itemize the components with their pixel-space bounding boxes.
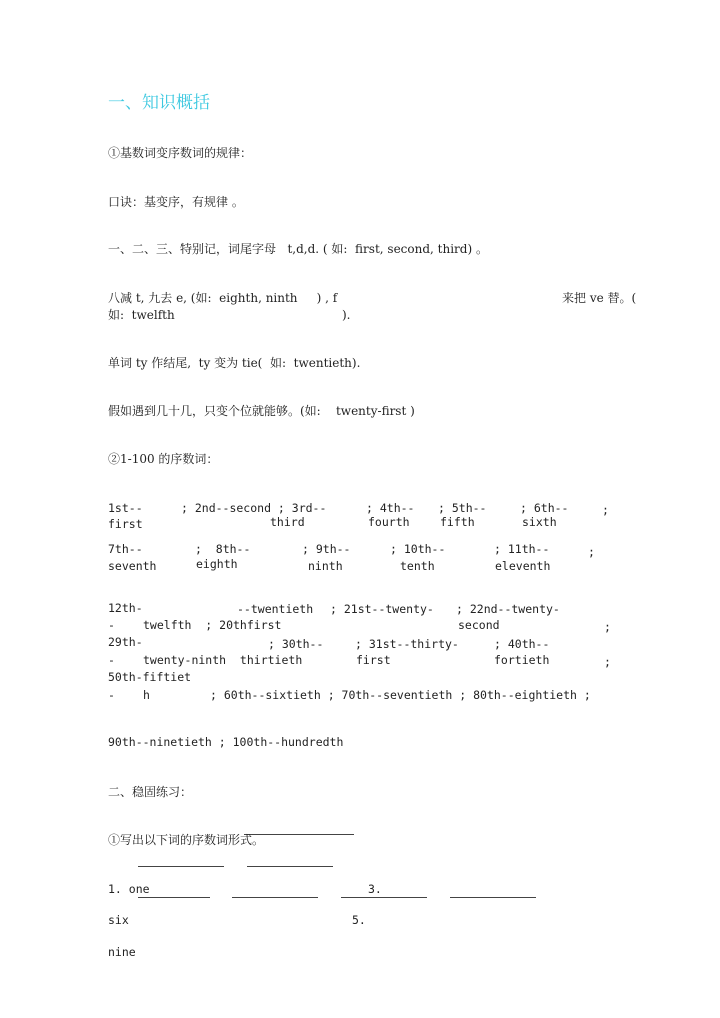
rule-eight-nine-line2: 如: twelfth [108, 308, 175, 322]
ordinal-twelfth-20th: twelfth ; 20thfirst [143, 618, 282, 632]
ordinal-fortieth: fortieth [494, 653, 550, 667]
ordinal-fourth: fourth [368, 515, 410, 529]
ordinal-second: second [458, 618, 500, 632]
ordinal-50th: 50th-fiftiet [108, 670, 192, 684]
ordinal-10th: ; 10th-- [390, 542, 446, 556]
ordinal-2nd-3rd: ; 2nd--second ; 3rd-- [181, 501, 327, 515]
ordinal-5th: ; 5th-- [438, 501, 487, 515]
ordinal-22nd: ; 22nd--twenty- [456, 602, 560, 616]
exercise-item-one: 1. one [108, 882, 150, 896]
rule-compound: 假如遇到几十几，只变个位就能够。(如: twenty-first ) [108, 404, 415, 418]
ordinal-1st: 1st-- [108, 501, 143, 515]
ordinal-eighth: eighth [196, 557, 238, 571]
ordinal-6th: ; 6th-- [520, 501, 569, 515]
ordinal-30th: ; 30th-- [268, 637, 324, 651]
rule-eight-nine-line1: 八减 t, 九去 e, (如: eighth, ninth ) , f [108, 291, 338, 305]
exercise-item-five: 5. [352, 913, 366, 927]
ordinal-fifth: fifth [440, 515, 475, 529]
mnemonic: 口诀：基变序，有规律 。 [108, 195, 244, 209]
ordinal-4th: ; 4th-- [366, 501, 415, 515]
answer-blank[interactable] [138, 866, 224, 867]
practice-title: 二、稳固练习： [108, 785, 193, 799]
exercise-item-six: six [108, 913, 129, 927]
dash: - [108, 618, 115, 632]
ordinal-twenty-ninth-thirtieth: twenty-ninth thirtieth [143, 653, 303, 667]
ordinal-first: first [108, 517, 143, 531]
ordinal-ninth: ninth [308, 559, 343, 573]
ordinal-11th: ; 11th-- [494, 542, 550, 556]
rule-ve-replace: 来把 ve 替。( [562, 291, 637, 305]
exercise-item-three: 3. [368, 882, 382, 896]
ordinal-60th-80th: ; 60th--sixtieth ; 70th--seventieth ; 80th--eightieth ; [210, 688, 591, 702]
rule-eight-nine-end: ). [342, 308, 351, 322]
separator: ; [602, 503, 609, 517]
ordinal-sixth: sixth [522, 515, 557, 529]
answer-blank[interactable] [232, 897, 318, 898]
rule-title: ①基数词变序数词的规律： [108, 146, 253, 160]
rule-ty: 单词 ty 作结尾, ty 变为 tie( 如: twentieth). [108, 356, 361, 370]
ordinal-12th: 12th- [108, 601, 143, 615]
separator: ; [604, 655, 611, 669]
section-heading: 一、知识概括 [108, 93, 210, 113]
exercise-item-nine: nine [108, 945, 136, 959]
ordinal-29th: 29th- [108, 635, 143, 649]
ordinal-list-title: ②1-100 的序数词： [108, 452, 219, 466]
dash: - [108, 653, 115, 667]
ordinal-eleventh: eleventh [495, 559, 551, 573]
ordinal-40th: ; 40th-- [494, 637, 550, 651]
dash: - [108, 688, 115, 702]
ordinal-90th-100th: 90th--ninetieth ; 100th--hundredth [108, 735, 344, 749]
ordinal-7th: 7th-- [108, 542, 143, 556]
answer-blank[interactable] [341, 897, 427, 898]
separator: ; [604, 620, 611, 634]
ordinal-thirty-first: first [356, 653, 391, 667]
exercise-title: ①写出以下词的序数词形式。 [108, 833, 265, 847]
ordinal-31st: ; 31st--thirty- [355, 637, 459, 651]
ordinal-fiftieth-end: h [143, 688, 150, 702]
ordinal-9th: ; 9th-- [302, 542, 351, 556]
ordinal-21st: ; 21st--twenty- [330, 602, 434, 616]
answer-blank[interactable] [138, 897, 210, 898]
separator: ; [588, 545, 595, 559]
ordinal-third: third [270, 515, 305, 529]
ordinal-seventh: seventh [108, 559, 157, 573]
ordinal-8th: ; 8th-- [195, 542, 251, 556]
rule-one-two-three: 一、二、三、特别记，词尾字母 t,d,d. ( 如: first, second, third) 。 [108, 242, 488, 256]
ordinal-twentieth: --twentieth [237, 602, 314, 616]
answer-blank[interactable] [247, 866, 333, 867]
answer-blank[interactable] [450, 897, 536, 898]
ordinal-tenth: tenth [400, 559, 435, 573]
